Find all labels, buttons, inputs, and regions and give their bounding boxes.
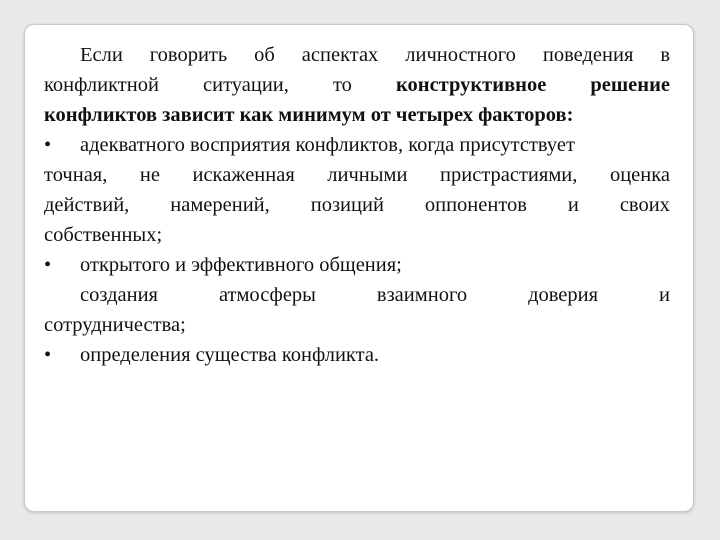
word: не bbox=[139, 164, 160, 186]
bullet-marker: • bbox=[44, 254, 52, 276]
word: и bbox=[659, 284, 670, 306]
word: оценка bbox=[609, 164, 670, 186]
bullet-item-4 bbox=[44, 340, 670, 370]
word: оппонентов bbox=[424, 194, 527, 216]
word: взаимного bbox=[376, 284, 468, 306]
item-3-line-2: сотрудничества; bbox=[44, 314, 186, 336]
word: личностного bbox=[405, 44, 516, 66]
intro-line-1 bbox=[44, 40, 670, 70]
word-bold: конструктивное bbox=[395, 74, 547, 96]
word: то bbox=[332, 74, 352, 96]
word: аспектах bbox=[301, 44, 379, 66]
word: ситуации, bbox=[203, 74, 289, 96]
word: Если bbox=[80, 44, 123, 66]
bullet-item-1 bbox=[44, 130, 670, 160]
bullet-marker: • bbox=[44, 134, 52, 156]
word: точная, bbox=[44, 164, 108, 186]
intro-line-3: конфликтов зависит как минимум от четырех факторов: bbox=[44, 104, 574, 126]
word: доверия bbox=[528, 284, 599, 306]
bullet-item-2 bbox=[44, 250, 670, 280]
intro-line-2 bbox=[44, 70, 670, 100]
word: и bbox=[567, 194, 579, 216]
bullet-1-line-4: собственных; bbox=[44, 224, 163, 246]
word: об bbox=[254, 44, 275, 66]
word: поведения bbox=[542, 44, 634, 66]
word: действий, bbox=[44, 194, 130, 216]
bullet-marker: • bbox=[44, 344, 52, 366]
word: создания bbox=[80, 284, 158, 306]
word: в bbox=[660, 44, 670, 66]
slide-text-body bbox=[44, 40, 670, 370]
word: конфликтной bbox=[44, 74, 159, 96]
word: своих bbox=[619, 194, 670, 216]
word-bold: решение bbox=[590, 74, 670, 96]
word: пристрастиями, bbox=[440, 164, 578, 186]
word: личными bbox=[327, 164, 408, 186]
item-3-line-1 bbox=[44, 280, 670, 310]
bullet-1-line-3 bbox=[44, 190, 670, 220]
word: атмосферы bbox=[218, 284, 316, 306]
bullet-1-line-2 bbox=[44, 160, 670, 190]
word: искаженная bbox=[192, 164, 295, 186]
bullet-text: адекватного восприятия конфликтов, когда присутствует bbox=[80, 134, 575, 156]
word: намерений, bbox=[170, 194, 270, 216]
bullet-text: открытого и эффективного общения; bbox=[80, 254, 402, 276]
bullet-text: определения существа конфликта. bbox=[80, 344, 380, 366]
word: говорить bbox=[149, 44, 228, 66]
word: позиций bbox=[310, 194, 384, 216]
